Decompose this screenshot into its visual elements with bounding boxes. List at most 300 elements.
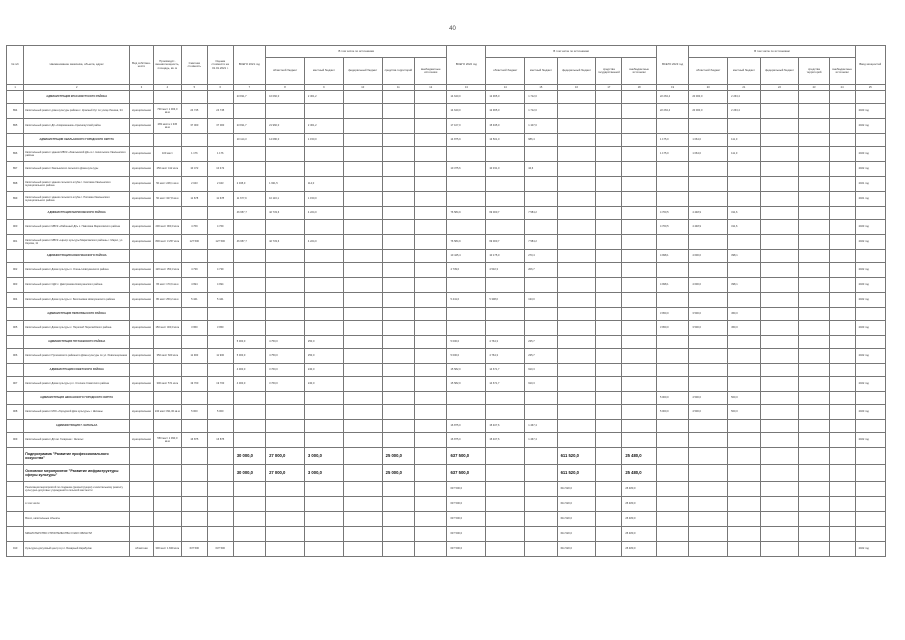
column-number: 17 [596, 85, 622, 91]
cell-c13 [447, 405, 486, 420]
header-name: Наименование заказчика, объекта, адрес [24, 46, 130, 85]
cell-cap [153, 512, 181, 527]
cell-c15: 235,7 [525, 336, 557, 349]
cell-c7: 5 000,0 [233, 349, 265, 364]
cell-c9 [304, 162, 343, 177]
cell-c12 [415, 220, 447, 235]
cell-c13: 15 582,0 [447, 377, 486, 392]
cell-c22 [760, 308, 799, 321]
cell-c7: 30 000,0 [233, 448, 265, 465]
cell-c9 [304, 433, 343, 448]
table-section-row [7, 336, 886, 349]
cell-c9 [304, 278, 343, 293]
cell-c25 [855, 465, 885, 482]
cell-ready [207, 392, 233, 405]
cell-c24 [829, 177, 855, 192]
cell-c14 [486, 147, 525, 162]
cell-c21: 111,0 [728, 147, 760, 162]
cell-c25 [855, 448, 885, 465]
cell-c14 [486, 482, 525, 497]
cell-c21: 111,0 [728, 134, 760, 147]
header-kind: Вид собствен-ности [130, 46, 154, 85]
cell-c24 [829, 293, 855, 308]
cell-c22 [760, 134, 799, 147]
cell-c11 [382, 177, 414, 192]
cell-c16 [557, 308, 596, 321]
cell-c24 [829, 192, 855, 207]
cell-c24 [829, 465, 855, 482]
cell-c11 [382, 433, 414, 448]
cell-c19: 4 760,5 [656, 207, 688, 220]
cell-c19: 22 263,4 [656, 104, 688, 119]
cell-ready: 37 000 [207, 119, 233, 134]
cell-c18 [622, 336, 657, 349]
cell-c14: 14 671,7 [486, 377, 525, 392]
cell-num: 901 [7, 235, 24, 250]
cell-c12 [415, 308, 447, 321]
table-row [7, 405, 886, 420]
cell-c14 [486, 220, 525, 235]
table-section-row [7, 91, 886, 104]
cell-c13 [447, 321, 486, 336]
cell-c7 [233, 104, 265, 119]
cell-c11: 25 000,0 [382, 448, 414, 465]
cell-c13 [447, 308, 486, 321]
cell-c7: 30 000,0 [233, 465, 265, 482]
cell-c10 [343, 349, 382, 364]
cell-c17 [596, 405, 622, 420]
cell-cap: 283 места 1 345 кв.м [153, 119, 181, 134]
cell-c24 [829, 392, 855, 405]
cell-cap [153, 364, 181, 377]
cell-c22 [760, 91, 799, 104]
table-section-row [7, 207, 886, 220]
cell-name: АДМИНИСТРАЦИЯ ШИХАНСКОГО ГОРОДСКОГО ОКРУГА [24, 392, 130, 405]
cell-c22 [760, 497, 799, 512]
cell-cost [181, 207, 207, 220]
cell-c13: 76 584,9 [447, 207, 486, 220]
cell-ready: 5 000 [207, 405, 233, 420]
cell-c18 [622, 119, 657, 134]
cell-c20 [689, 542, 728, 557]
cell-kind [130, 527, 154, 542]
cell-c20: 4 500,0 [689, 392, 728, 405]
cell-c19: 5 000,0 [656, 405, 688, 420]
header-local-2021: местный бюджет [304, 58, 343, 85]
cell-c25: 2022 год [855, 542, 885, 557]
cell-c16 [557, 235, 596, 250]
header-total-2021: ВСЕГО 2021 год [233, 46, 265, 85]
cell-ready: 19 700 [207, 377, 233, 392]
cell-c20 [689, 235, 728, 250]
cell-c12 [415, 349, 447, 364]
cell-c9: 1 150,0 [304, 192, 343, 207]
cell-ready [207, 364, 233, 377]
column-number: 13 [447, 85, 486, 91]
cell-c18 [622, 405, 657, 420]
table-row [7, 482, 886, 497]
cell-c18 [622, 162, 657, 177]
cell-name: Капитальный ремонт ДК «Современник» Краснокутский район [24, 119, 130, 134]
column-number: 10 [343, 85, 382, 91]
cell-c18 [622, 147, 657, 162]
cell-c24 [829, 377, 855, 392]
header-sources-2022: В том числе по источникам [486, 46, 657, 58]
cell-kind: муниципальная [130, 293, 154, 308]
cell-c25: 2022 год [855, 433, 885, 448]
cell-cap [153, 250, 181, 263]
cell-c16: 611 520,0 [557, 497, 596, 512]
column-number: 7 [233, 85, 265, 91]
cell-c22 [760, 250, 799, 263]
cell-cost [181, 308, 207, 321]
cell-c20 [689, 177, 728, 192]
cell-c16: 611 520,0 [557, 527, 596, 542]
cell-kind: муниципальная [130, 162, 154, 177]
cell-c25: 2022 год [855, 263, 885, 278]
cell-c15 [525, 308, 557, 321]
cell-c14: 13 501,0 [486, 134, 525, 147]
cell-c18 [622, 263, 657, 278]
column-number: 4 [153, 85, 181, 91]
cell-c9: 250,0 [304, 349, 343, 364]
cell-c8: 10 116,1 [266, 192, 305, 207]
cell-c9: 3 000,0 [304, 448, 343, 465]
cell-name: Подпрограмма "Развитие профессионального искусства" [24, 448, 130, 465]
cell-c9: 240,0 [304, 377, 343, 392]
cell-c11 [382, 482, 414, 497]
cell-c9 [304, 321, 343, 336]
cell-c20: 3 500,0 [689, 321, 728, 336]
cell-c7: 23 811,7 [233, 119, 265, 134]
cell-c23 [799, 448, 829, 465]
cell-c21 [728, 420, 760, 433]
cell-kind [130, 448, 154, 465]
cell-c8 [266, 420, 305, 433]
cell-c23 [799, 336, 829, 349]
cell-c18: 25 480,0 [622, 465, 657, 482]
cell-c9 [304, 542, 343, 557]
cell-c13: 16 875,0 [447, 433, 486, 448]
cell-c14 [486, 542, 525, 557]
cell-c22 [760, 377, 799, 392]
cell-cost: 2 043 [181, 177, 207, 192]
cell-c14: 12 965,0 [486, 91, 525, 104]
cell-c18: 25 480,0 [622, 542, 657, 557]
cell-c10 [343, 263, 382, 278]
cell-name: в том числе: [24, 497, 130, 512]
column-number: 2 [24, 85, 130, 91]
cell-c13 [447, 278, 486, 293]
cell-c8 [266, 308, 305, 321]
cell-c11 [382, 134, 414, 147]
cell-c12 [415, 147, 447, 162]
cell-c24 [829, 405, 855, 420]
header-total-2023: ВСЕГО 2023 год [656, 46, 688, 85]
cell-ready: 1 176 [207, 147, 233, 162]
cell-num [7, 420, 24, 433]
header-ready: Оценка стоимости на 01.01.2021 г. [207, 46, 233, 85]
cell-num [7, 91, 24, 104]
cell-c22 [760, 420, 799, 433]
cell-name: Реализация мероприятий по созданию (реконструкции) и капитальному ремонту культурно-досуговых учреждений в сельской местности [24, 482, 130, 497]
cell-cost [181, 392, 207, 405]
cell-c10 [343, 119, 382, 134]
table-row [7, 192, 886, 207]
cell-c23 [799, 293, 829, 308]
cell-c16 [557, 250, 596, 263]
cell-c15: 1 712,0 [525, 91, 557, 104]
cell-cap: 550 мест 1 090,0 кв.м [153, 433, 181, 448]
cell-c25: 2023 год [855, 220, 885, 235]
cell-c25: 2022 год [855, 377, 885, 392]
cell-c15: 270,4 [525, 250, 557, 263]
cell-c13 [447, 177, 486, 192]
cell-c7 [233, 512, 265, 527]
cell-c15 [525, 192, 557, 207]
cell-c20 [689, 263, 728, 278]
cell-c19 [656, 465, 688, 482]
cell-c8: 4 750,0 [266, 349, 305, 364]
cell-name: Капитальный ремонт МУК «Городской Дом культуры» г. Шиханы [24, 405, 130, 420]
cell-c21 [728, 465, 760, 482]
cell-c7 [233, 433, 265, 448]
cell-c17 [596, 349, 622, 364]
cell-cost: 16 875 [181, 433, 207, 448]
cell-c22 [760, 220, 799, 235]
cell-ready [207, 207, 233, 220]
cell-c11 [382, 497, 414, 512]
cell-num [7, 512, 24, 527]
cell-c18: 25 480,0 [622, 448, 657, 465]
cell-c12 [415, 104, 447, 119]
cell-ready: 11 900 [207, 349, 233, 364]
cell-c16 [557, 119, 596, 134]
cell-c17 [596, 308, 622, 321]
cell-c24 [829, 104, 855, 119]
cell-name: АДМИНИСТРАЦИЯ КРАСНОКУТСКОГО РАЙОНА [24, 91, 130, 104]
cell-c23 [799, 497, 829, 512]
cell-kind [130, 364, 154, 377]
cell-c23 [799, 250, 829, 263]
cell-c13 [447, 147, 486, 162]
cell-c12 [415, 162, 447, 177]
cell-c21 [728, 119, 760, 134]
cell-c9 [304, 405, 343, 420]
cell-c19 [656, 542, 688, 557]
header-fed-2021: федеральный бюджет [343, 58, 382, 85]
cell-c10 [343, 527, 382, 542]
cell-c24 [829, 207, 855, 220]
cell-c20: 3 500,0 [689, 308, 728, 321]
cell-c17 [596, 250, 622, 263]
cell-c10 [343, 405, 382, 420]
cell-cap [153, 482, 181, 497]
cell-c22 [760, 104, 799, 119]
cell-c19 [656, 263, 688, 278]
table-row [7, 220, 886, 235]
cell-c7 [233, 405, 265, 420]
cell-c12 [415, 497, 447, 512]
cell-num: 894 [7, 104, 24, 119]
column-number: 22 [760, 85, 799, 91]
cell-c15: 206,7 [525, 263, 557, 278]
cell-c21 [728, 433, 760, 448]
cell-kind: муниципальная [130, 192, 154, 207]
cell-ready [207, 448, 233, 465]
cell-c25 [855, 91, 885, 104]
header-num: № п/п [7, 46, 24, 85]
cell-cap [153, 497, 181, 512]
cell-num: 906 [7, 349, 24, 364]
cell-c19: 1 175,0 [656, 147, 688, 162]
cell-c18 [622, 104, 657, 119]
cell-c8 [266, 433, 305, 448]
cell-c14 [486, 527, 525, 542]
table-section-row [7, 250, 886, 263]
cell-c10 [343, 433, 382, 448]
cell-ready [207, 336, 233, 349]
cell-c8 [266, 147, 305, 162]
cell-c21 [728, 364, 760, 377]
cell-c18 [622, 433, 657, 448]
cell-cost [181, 364, 207, 377]
column-number: 11 [382, 85, 414, 91]
cell-c18: 25 480,0 [622, 527, 657, 542]
cell-c22 [760, 405, 799, 420]
cell-c12 [415, 321, 447, 336]
cell-c16 [557, 349, 596, 364]
cell-name: Капитальный ремонт дома культуры района с. Красный Кут по улице Ленина, 34 [24, 104, 130, 119]
cell-c11 [382, 420, 414, 433]
cell-c9 [304, 263, 343, 278]
cell-c24 [829, 278, 855, 293]
cell-c14 [486, 405, 525, 420]
cell-name: Капитальный ремонт здания сельского клуба с. Поповка Хвалынского муниципального района [24, 192, 130, 207]
cell-c11 [382, 349, 414, 364]
cell-c18 [622, 91, 657, 104]
budget-table-sheet [6, 45, 886, 557]
column-number: 18 [622, 85, 657, 91]
cell-c21: 500,0 [728, 392, 760, 405]
cell-cost: 1 176 [181, 147, 207, 162]
cell-c20: 4 600,0 [689, 250, 728, 263]
cell-cap: 300 мест 1 849 кв.м [153, 542, 181, 557]
cell-c16 [557, 278, 596, 293]
table-row [7, 512, 886, 527]
cell-c22 [760, 336, 799, 349]
cell-c19: 4 998,1 [656, 278, 688, 293]
table-section-row [7, 364, 886, 377]
cell-c25 [855, 207, 885, 220]
cell-c7 [233, 220, 265, 235]
cell-c13: 5 000,0 [447, 349, 486, 364]
cell-c20 [689, 512, 728, 527]
cell-c19: 3 950,0 [656, 308, 688, 321]
cell-c16 [557, 263, 596, 278]
cell-cap: 240 мест 811,00 кв.м [153, 405, 181, 420]
cell-kind [130, 392, 154, 405]
cell-c9: 4 224,0 [304, 207, 343, 220]
cell-c14: 4 532,3 [486, 263, 525, 278]
cell-c18 [622, 220, 657, 235]
cell-c8: 3 760,0 [266, 377, 305, 392]
cell-c17 [596, 392, 622, 405]
cell-c17 [596, 278, 622, 293]
cell-cap [153, 91, 181, 104]
cell-c17 [596, 482, 622, 497]
cell-cost [181, 134, 207, 147]
column-number: 9 [304, 85, 343, 91]
cell-c16 [557, 134, 596, 147]
cell-c14: 10 175,0 [486, 250, 525, 263]
cell-cost: 37 000 [181, 119, 207, 134]
cell-name: Капитальный ремонт Дома культуры р.п. Степное Советского района [24, 377, 130, 392]
cell-c21: 2 263,4 [728, 104, 760, 119]
cell-c16 [557, 364, 596, 377]
cell-c24 [829, 512, 855, 527]
table-row [7, 448, 886, 465]
cell-c14: 15 407,6 [486, 433, 525, 448]
cell-kind: муниципальная [130, 177, 154, 192]
cell-c19: 1 175,0 [656, 134, 688, 147]
cell-c10 [343, 293, 382, 308]
header-fed-2023: федеральный бюджет [760, 58, 799, 85]
cell-ready: 2 043 [207, 177, 233, 192]
cell-cost: 24 745 [181, 104, 207, 119]
cell-name: Капитальный ремонт Дома культуры п. Олень Новоузенского района [24, 263, 130, 278]
cell-name: Капитальный ремонт Дома культуры с. Перелюб Перелюбского района [24, 321, 130, 336]
cell-name: Основное мероприятие "Развитие инфраструктуры сферы культуры" [24, 465, 130, 482]
cell-c17 [596, 162, 622, 177]
cell-c9 [304, 308, 343, 321]
cell-c15: 7 584,2 [525, 235, 557, 250]
cell-c8: 27 000,0 [266, 448, 305, 465]
cell-c10 [343, 465, 382, 482]
header-terr-2023: средства территорий [799, 58, 829, 85]
cell-c10 [343, 512, 382, 527]
cell-c21 [728, 192, 760, 207]
column-number: 25 [855, 85, 885, 91]
cell-cap: 50 мест 327,8 кв.м [153, 192, 181, 207]
cell-c16 [557, 405, 596, 420]
header-cost: Сметная стоимость [181, 46, 207, 85]
cell-c21 [728, 377, 760, 392]
cell-c22 [760, 293, 799, 308]
cell-c17 [596, 220, 622, 235]
table-row [7, 177, 886, 192]
cell-kind [130, 308, 154, 321]
table-row [7, 162, 886, 177]
cell-c18: 25 480,0 [622, 512, 657, 527]
cell-cost: 11 900 [181, 349, 207, 364]
cell-kind: муниципальная [130, 220, 154, 235]
cell-c12 [415, 278, 447, 293]
cell-c7 [233, 250, 265, 263]
cell-c17 [596, 377, 622, 392]
cell-cost: 127 500 [181, 235, 207, 250]
cell-c18: 25 480,0 [622, 497, 657, 512]
table-row [7, 465, 886, 482]
cell-c12 [415, 192, 447, 207]
cell-c10 [343, 278, 382, 293]
cell-ready: 16 875 [207, 433, 233, 448]
cell-c13: 15 582,0 [447, 364, 486, 377]
table-row [7, 377, 886, 392]
cell-c7: 46 957,7 [233, 207, 265, 220]
column-number: 12 [415, 85, 447, 91]
cell-ready [207, 91, 233, 104]
